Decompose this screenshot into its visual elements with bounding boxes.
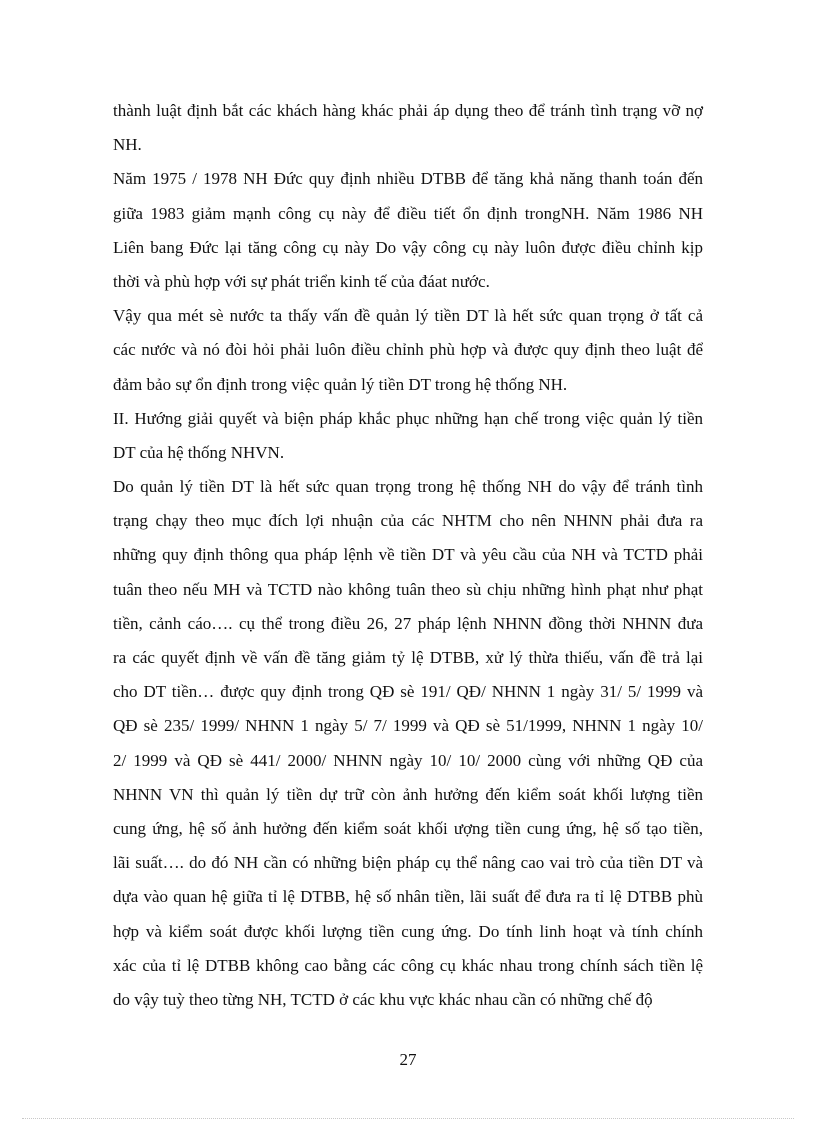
text-line: Do quản lý tiền DT là hết sức quan trọng trong hệ thống NH do vậy để tránh tình <box>113 477 703 497</box>
text-line: thành luật định bắt các khách hàng khác phải áp dụng theo để tránh tình trạng vỡ nợ <box>113 101 703 120</box>
text-line: trạng chạy theo mục đích lợi nhuận của các NHTM cho nên NHNN phải đưa ra <box>113 511 703 531</box>
text-line: các nước và nó đòi hỏi phải luôn điều chỉnh phù hợp và được quy định theo luật để <box>113 340 703 360</box>
text-line: NHNN VN thì quản lý tiền dự trữ còn ảnh hưởng đến kiểm soát khối lượng tiền <box>113 784 703 804</box>
text-line: cho DT tiền… được quy định trong QĐ sè 191/ QĐ/ NHNN 1 ngày 31/ 5/ 1999 và <box>113 682 703 702</box>
page-number: 27 <box>399 1050 417 1069</box>
footer-divider <box>22 1118 794 1119</box>
text-line: xác của tỉ lệ DTBB không cao bằng các công cụ khác nhau trong chính sách tiền lệ <box>113 955 703 975</box>
body-text <box>113 94 703 1017</box>
text-line: Vậy qua mét sè nước ta thấy vấn đề quản lý tiền DT là hết sức quan trọng ở tất cả <box>113 306 703 326</box>
text-line: 2/ 1999 và QĐ sè 441/ 2000/ NHNN ngày 10/ 10/ 2000 cùng với những QĐ của <box>113 750 703 770</box>
text-line: giữa 1983 giảm mạnh công cụ này để điều tiết ổn định trongNH. Năm 1986 NH <box>113 203 703 223</box>
text-line: Liên bang Đức lại tăng công cụ này Do vậy công cụ này luôn được điều chỉnh kịp <box>113 237 703 257</box>
text-line: QĐ sè 235/ 1999/ NHNN 1 ngày 5/ 7/ 1999 và QĐ sè 51/1999, NHNN 1 ngày 10/ <box>113 716 703 736</box>
text-line: lãi suất…. do đó NH cần có những biện pháp cụ thể nâng cao vai trò của tiền DT và <box>113 853 703 873</box>
text-line: Năm 1975 / 1978 NH Đức quy định nhiều DTBB để tăng khả năng thanh toán đến <box>113 169 703 189</box>
section-heading: II. Hướng giải quyết và biện pháp khắc phục những hạn chế trong việc quản lý tiền <box>113 408 703 428</box>
text-line: tiền, cảnh cáo…. cụ thể trong điều 26, 27 pháp lệnh NHNN đồng thời NHNN đưa <box>113 613 703 633</box>
text-line: ra các quyết định về vấn đề tăng giảm tỷ lệ DTBB, xử lý thừa thiếu, vấn đề trả lại <box>113 648 703 667</box>
text-line: dựa vào quan hệ giữa tỉ lệ DTBB, hệ số nhân tiền, lãi suất để đưa ra tỉ lệ DTBB phù <box>113 887 703 907</box>
text-line: NH. <box>113 135 142 155</box>
section-heading-cont: DT của hệ thống NHVN. <box>113 442 285 462</box>
text-line: thời và phù hợp với sự phát triển kinh tế của đáat nước. <box>113 271 490 291</box>
text-line: do vậy tuỳ theo từng NH, TCTD ở các khu vực khác nhau cần có những chế độ <box>113 989 653 1009</box>
text-line: những quy định thông qua pháp lệnh về tiền DT và yêu cầu của NH và TCTD phải <box>113 545 703 565</box>
text-line: tuân theo nếu MH và TCTD nào không tuân theo sù chịu những hình phạt như phạt <box>113 579 703 599</box>
text-line: cung ứng, hệ số ảnh hưởng đến kiểm soát khối ượng tiền cung ứng, hệ số tạo tiền, <box>113 818 703 838</box>
text-line: đảm bảo sự ổn định trong việc quản lý tiền DT trong hệ thống NH. <box>113 374 568 394</box>
text-line: hợp và kiểm soát được khối lượng tiền cung ứng. Do tính linh hoạt và tính chính <box>113 921 703 941</box>
